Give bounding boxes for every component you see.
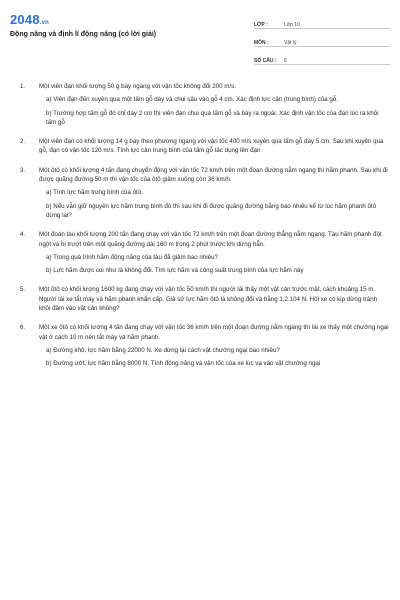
question-number: 4. xyxy=(20,231,26,239)
question-subpart: a) Trong quá trình hãm động năng của tàu đã giảm bao nhiêu? xyxy=(46,253,218,261)
meta-row-question-count xyxy=(254,50,390,65)
meta-label: LỚP : xyxy=(254,22,268,28)
question-body xyxy=(39,230,390,275)
question-subpart: a) Tính lực hãm trung bình của ôtô. xyxy=(46,189,143,197)
question-body xyxy=(39,285,390,313)
question-body xyxy=(39,82,390,127)
question-text: Một viên đạn khối lượng 50 g bay ngang với vận tốc không đổi 200 m/s. xyxy=(39,83,236,90)
question-body xyxy=(39,166,390,220)
question-subpart: b) Đường ướt, lực hãm bằng 8000 N. Tính động năng và vận tốc của xe lúc va vào vật chướng ngại xyxy=(46,360,321,368)
question-subpart: a) Viên đạn đến xuyên qua một tấm gỗ dày và chui sâu vào gỗ 4 cm. Xác định lực cản (trung bình) của gỗ. xyxy=(46,96,338,104)
logo-text: 2048 xyxy=(10,12,40,27)
site-logo[interactable] xyxy=(10,12,49,27)
question-item xyxy=(20,285,390,313)
meta-label: SỐ CÂU : xyxy=(254,58,277,64)
question-text: Một ôtô có khối lượng 4 tấn đang chuyển động với vận tốc 72 km/h trên một đoạn đường nằm ngang thì hãm phanh. Sau khi đi được quãng đường 50 m thì vận tốc của ôtô giảm xuống còn 36 km/h. xyxy=(39,166,388,184)
question-item xyxy=(20,82,390,127)
question-body xyxy=(39,137,390,156)
question-number: 5. xyxy=(20,286,26,294)
question-text: Một ôtô có khối lượng 1600 kg đang chạy với vận tốc 50 km/h thì người lái thấy một vật cản trước mặt, cách khoảng 15 m. Người lái xe tắt máy và hãm phanh khẩn cấp. Giả sử lực hãm ôtô là không đổi và bằng 1,2.104 N. Hỏi xe có kịp dừng tránh khỏi đâm vào vật cản không? xyxy=(39,286,378,313)
question-subpart: b) Trường hợp tấm gỗ đó chỉ dày 2 cm thì viên đạn chui qua tấm gỗ và bay ra ngoài. Xác định vận tốc của đạn lúc ra khỏi tấm gỗ xyxy=(46,109,379,126)
meta-value: Lớp 10 xyxy=(284,22,300,28)
question-list xyxy=(20,82,390,379)
question-number: 6. xyxy=(20,324,26,332)
question-item xyxy=(20,323,390,368)
question-text: Một xe ôtô có khối lượng 4 tấn đang chạy với vận tốc 36 km/h trên một đoạn đường nằm ngang thì lái xe thấy một chướng ngại vật ở cách 10 m nên tắt máy và hãm phanh. xyxy=(39,324,389,341)
question-subpart: b) Nếu vẫn giữ nguyên lực hãm trung bình đó thì sau khi đi được quãng đường bằng bao nhiêu kể từ lúc hãm phanh ôtô dừng lại? xyxy=(46,202,377,219)
question-number: 2. xyxy=(20,138,26,146)
meta-row-class xyxy=(254,14,390,29)
logo-suffix: .vn xyxy=(39,20,50,26)
meta-value: 6 xyxy=(284,58,287,64)
question-text: Một viên đạn có khối lượng 14 g bay theo phương ngang với vận tốc 400 m/s xuyên qua tấm gỗ dày 5 cm. Sau khi xuyên qua gỗ, đạn có vận tốc 120 m/s. Tính lực cản trung bình của tấm gỗ tác dụng lên đạn xyxy=(39,138,384,155)
question-item xyxy=(20,230,390,275)
question-number: 1. xyxy=(20,83,26,90)
page-header xyxy=(0,0,400,66)
question-body xyxy=(39,323,390,368)
meta-value: Vật lý xyxy=(284,40,297,46)
document-title: Động năng và định lí động năng (có lời giải) xyxy=(10,31,157,38)
meta-row-subject xyxy=(254,32,390,47)
question-item xyxy=(20,166,390,220)
question-number: 3. xyxy=(20,166,26,174)
question-subpart: a) Đường khô, lực hãm bằng 22000 N. Xe dừng lại cách vật chướng ngại bao nhiêu? xyxy=(46,346,280,354)
question-subpart: b) Lực hãm được coi như là không đổi. Tìm lực hãm và công suất trung bình của lực hãm này xyxy=(46,267,304,275)
question-item xyxy=(20,137,390,156)
document-meta xyxy=(254,14,390,68)
meta-label: MÔN : xyxy=(254,40,269,46)
question-text: Một đoàn tàu khối lượng 200 tấn đang chạy với vận tốc 72 km/h trên một đoạn đường thẳng nằm ngang. Tàu hãm phanh đột ngột và bị trượt trên một quãng đường dài 160 m trong 2 phút trước khi dừng hẳn. xyxy=(39,231,382,248)
